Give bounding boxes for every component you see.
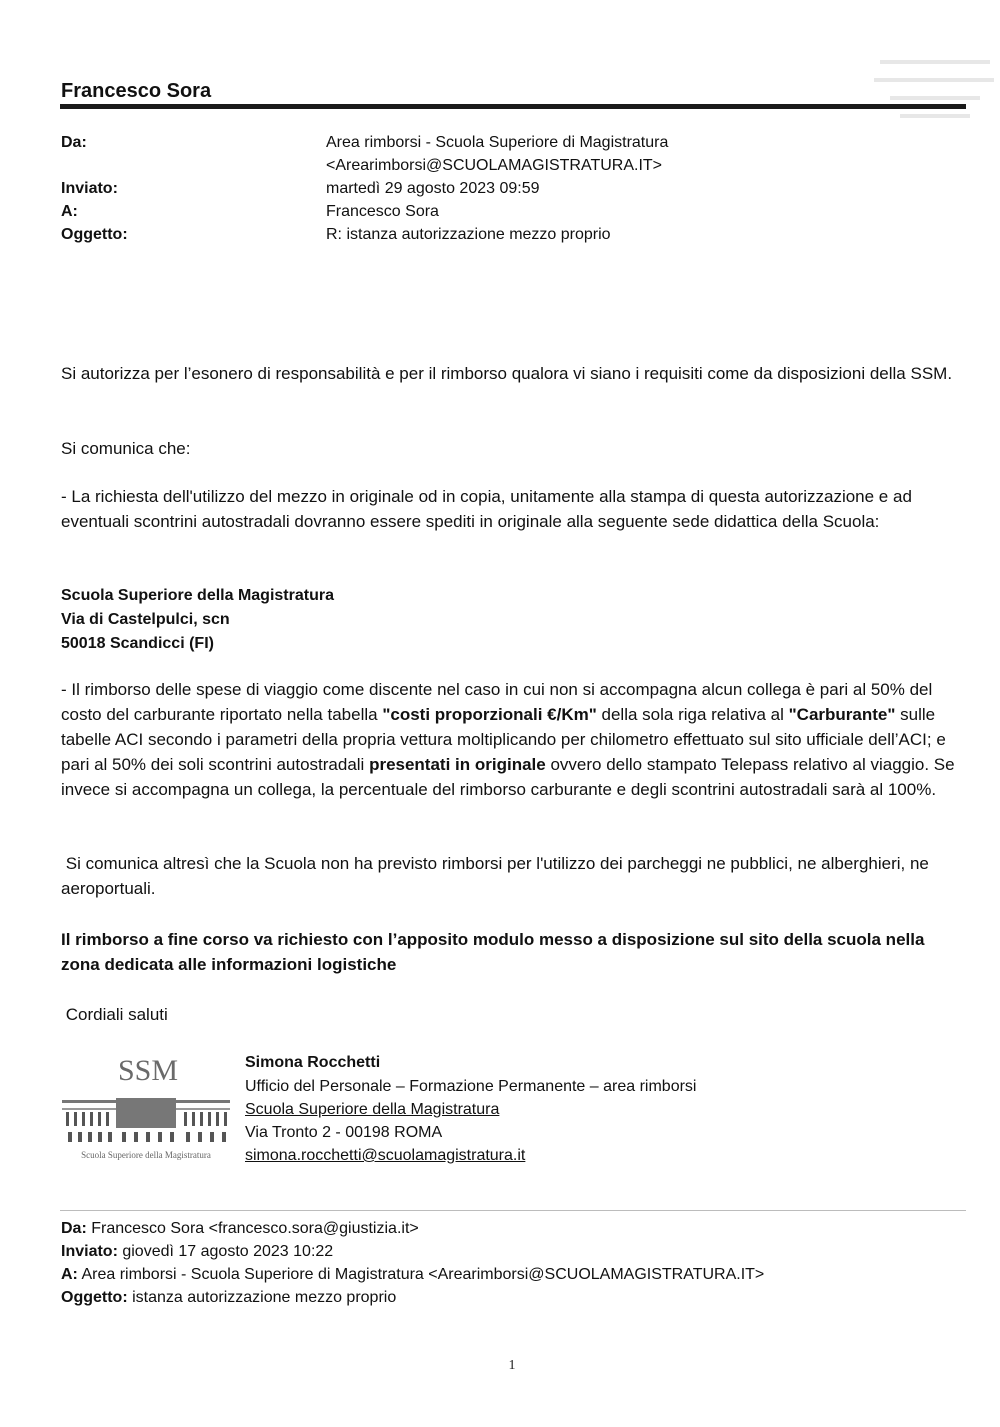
from-value-name: Area rimborsi - Scuola Superiore di Magistratura	[326, 134, 669, 151]
reimbursement-bold-3: presentati in originale	[369, 755, 546, 774]
reimbursement-text-4: ovvero dello stampato Telepass relativo al viaggio. Se invece si accompagna un collega, la percentuale del rimborso carburante e degli scontrini autostradali sarà al 100%.	[61, 755, 955, 799]
quoted-message-separator	[60, 1210, 966, 1211]
quoted-from-value: Francesco Sora <francesco.sora@giustizia.it>	[86, 1220, 419, 1237]
quoted-subject-value: istanza autorizzazione mezzo proprio	[127, 1289, 397, 1306]
quoted-subject-label: Oggetto:	[61, 1289, 128, 1306]
quoted-to-label: A:	[61, 1266, 78, 1283]
reimbursement-text-2: della sola riga relativa al	[596, 705, 789, 724]
quoted-to	[61, 1263, 764, 1286]
signature-name: Simona Rocchetti	[245, 1054, 381, 1071]
signature-email-link[interactable]: simona.rocchetti@scuolamagistratura.it	[245, 1147, 526, 1164]
to-label: A:	[61, 203, 78, 220]
body-paragraph-shipping: - La richiesta dell'utilizzo del mezzo in originale od in copia, unitamente alla stampa di questa autorizzazione e ad eventuali scontrini autostradali dovranno essere spediti in originale alla seguente sede didattica della Scuola:	[61, 487, 912, 531]
address-line-3: 50018 Scandicci (FI)	[61, 635, 214, 652]
page-number: 1	[508, 1358, 516, 1373]
quoted-subject	[61, 1286, 396, 1309]
mailbox-owner-name: Francesco Sora	[61, 80, 212, 102]
subject-label: Oggetto:	[61, 226, 128, 243]
address-line-1: Scuola Superiore della Magistratura	[61, 587, 334, 604]
quoted-sent-label: Inviato:	[61, 1243, 118, 1260]
body-paragraph-reimbursement	[61, 677, 966, 802]
bleed-through-marks	[870, 40, 1000, 150]
header-rule	[60, 104, 966, 109]
quoted-to-value: Area rimborsi - Scuola Superiore di Magistratura <Arearimborsi@SCUOLAMAGISTRATURA.IT>	[77, 1266, 765, 1283]
quoted-from	[61, 1217, 419, 1240]
signature-address: Via Tronto 2 - 00198 ROMA	[245, 1124, 443, 1141]
body-paragraph-parking: Si comunica altresì che la Scuola non ha previsto rimborsi per l'utilizzo dei parcheggi ne pubblici, ne alberghieri, ne aeroportuali.	[61, 854, 934, 898]
body-paragraph-notice: Si comunica che:	[61, 439, 191, 458]
quoted-from-label: Da:	[61, 1220, 87, 1237]
ssm-logo-caption: Scuola Superiore della Magistratura	[81, 1150, 211, 1160]
from-value-email: <Arearimborsi@SCUOLAMAGISTRATURA.IT>	[326, 157, 663, 174]
sent-value: martedì 29 agosto 2023 09:59	[326, 180, 540, 197]
reimbursement-bold-2: "Carburante"	[788, 705, 896, 724]
address-line-2: Via di Castelpulci, scn	[61, 611, 230, 628]
to-value: Francesco Sora	[326, 203, 439, 220]
closing-greeting: Cordiali saluti	[61, 1005, 168, 1024]
quoted-sent-value: giovedì 17 agosto 2023 10:22	[117, 1243, 334, 1260]
sent-label: Inviato:	[61, 180, 118, 197]
body-paragraph-end-of-course: Il rimborso a fine corso va richiesto con l’apposito modulo messo a disposizione sul sito della scuola nella zona dedicata alle informazioni logistiche	[61, 930, 925, 974]
subject-value: R: istanza autorizzazione mezzo proprio	[326, 226, 611, 243]
reimbursement-text-1: - Il rimborso delle spese di viaggio come discente nel caso in cui non si accompagna alcun collega è pari al 50% del costo del carburante riportato nella tabella	[61, 680, 933, 724]
reimbursement-bold-1: "costi proporzionali €/Km"	[382, 705, 597, 724]
ssm-logo	[58, 1048, 234, 1164]
from-label: Da:	[61, 134, 87, 151]
body-paragraph-authorization: Si autorizza per l’esonero di responsabilità e per il rimborso qualora vi siano i requisiti come da disposizioni della SSM.	[61, 364, 953, 383]
ssm-logo-text: SSM	[117, 1054, 179, 1087]
signature-role: Ufficio del Personale – Formazione Permanente – area rimborsi	[245, 1078, 697, 1095]
signature-org-link[interactable]: Scuola Superiore della Magistratura	[245, 1101, 500, 1118]
quoted-sent	[61, 1240, 333, 1263]
reimbursement-text-3: sulle tabelle ACI secondo i parametri della propria vettura moltiplicando per chilometro effettuato sul sito ufficiale dell’ACI; e pari al 50% dei soli scontrini autostradali	[61, 705, 946, 774]
